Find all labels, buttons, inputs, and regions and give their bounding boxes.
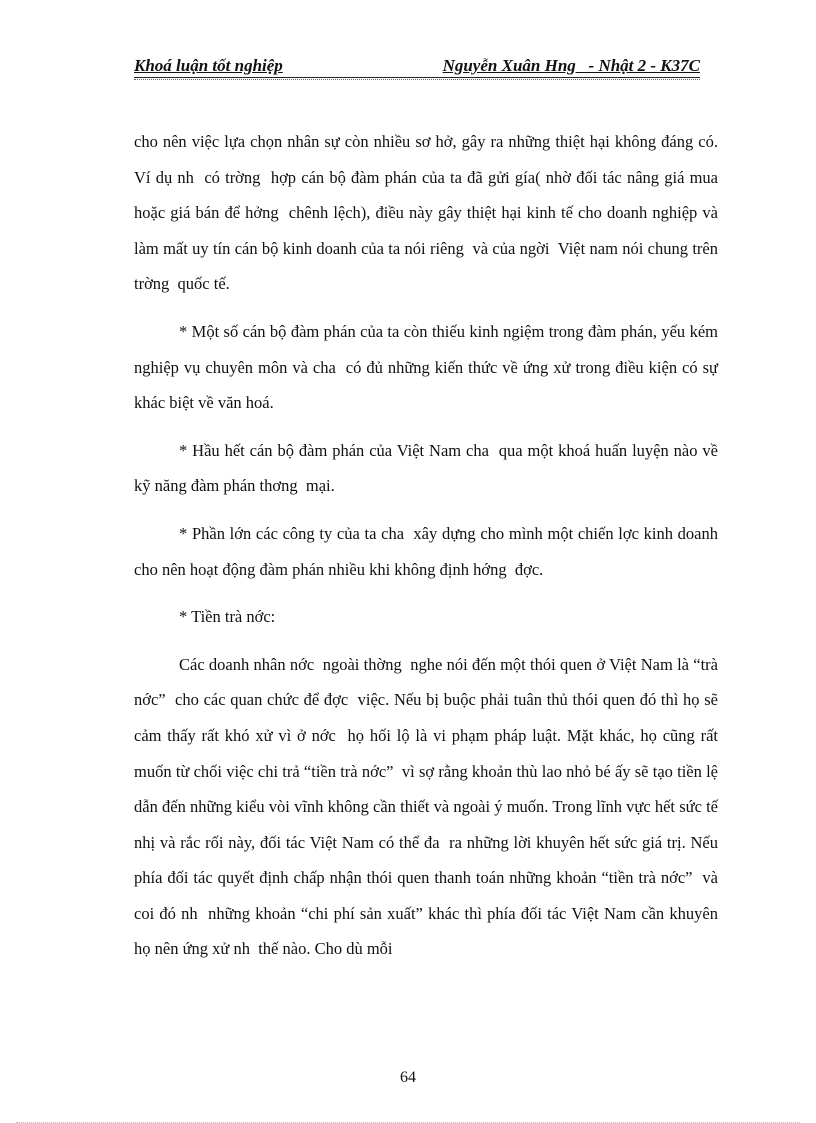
header-underline bbox=[134, 77, 700, 78]
section-heading: * Tiền trà nớc: bbox=[179, 607, 276, 627]
header-author-class: Nguyễn Xuân Hng - Nhật 2 - K37C bbox=[442, 56, 700, 75]
document-body bbox=[134, 124, 723, 967]
paragraph-bullet: * Phần lớn các công ty của ta cha xây dựng cho mình một chiến lợc kinh doanh cho nên hoạt động đàm phán nhiều khi không định hớng đợc. bbox=[134, 523, 723, 579]
paragraph: Các doanh nhân nớc ngoài thờng nghe nói đến một thói quen ở Việt Nam là “trà nớc” cho các quan chức để đợc việc. Nếu bị buộc phải tuân thủ thói quen đó thì họ sẽ cảm thấy rất khó xử vì ở nớc họ hối lộ là vi phạm pháp luật. Mặt khác, họ cũng rất muốn từ chối việc chi trả “tiền trà nớc” vì sợ rằng khoản thù lao nhỏ bé ấy sẽ tạo tiền lệ dẫn đến những kiểu vòi vĩnh không cần thiết và ngoài ý muốn. Trong lĩnh vực hết sức tế nhị và rắc rối này, đối tác Việt Nam có thể đa ra những lời khuyên hết sức giá trị. Nếu phía đối tác quyết định chấp nhận thói quen thanh toán những khoản “tiền trà nớc” và coi đó nh những khoản “chi phí sản xuất” khác thì phía đối tác Việt Nam cần khuyên họ nên ứng xử nh thế nào. Cho dù mỗi bbox=[134, 654, 723, 959]
paragraph-bullet: * Hầu hết cán bộ đàm phán của Việt Nam cha qua một khoá huấn luyện nào về kỹ năng đàm phán thơng mại. bbox=[134, 440, 723, 496]
header-underline-dotted bbox=[134, 79, 700, 80]
page-header bbox=[134, 56, 700, 80]
header-thesis-title: Khoá luận tốt nghiệp bbox=[134, 56, 283, 75]
paragraph: cho nên việc lựa chọn nhân sự còn nhiều sơ hở, gây ra những thiệt hại không đáng có. Ví dụ nh có trờng hợp cán bộ đàm phán của ta đã gửi gía( nhờ đối tác nâng giá mua hoặc giá bán để hởng chênh lệch), điều này gây thiệt hại kinh tế cho doanh nghiệp và làm mất uy tín cán bộ kinh doanh của ta nói riêng và của ngời Việt nam nói chung trên trờng quốc tế. bbox=[134, 132, 723, 294]
paragraph-bullet: * Một số cán bộ đàm phán của ta còn thiếu kinh ngiệm trong đàm phán, yếu kém nghiệp vụ chuyên môn và cha có đủ những kiến thức về ứng xử trong điều kiện có sự khác biệt về văn hoá. bbox=[134, 321, 723, 413]
page-number: 64 bbox=[400, 1069, 416, 1086]
